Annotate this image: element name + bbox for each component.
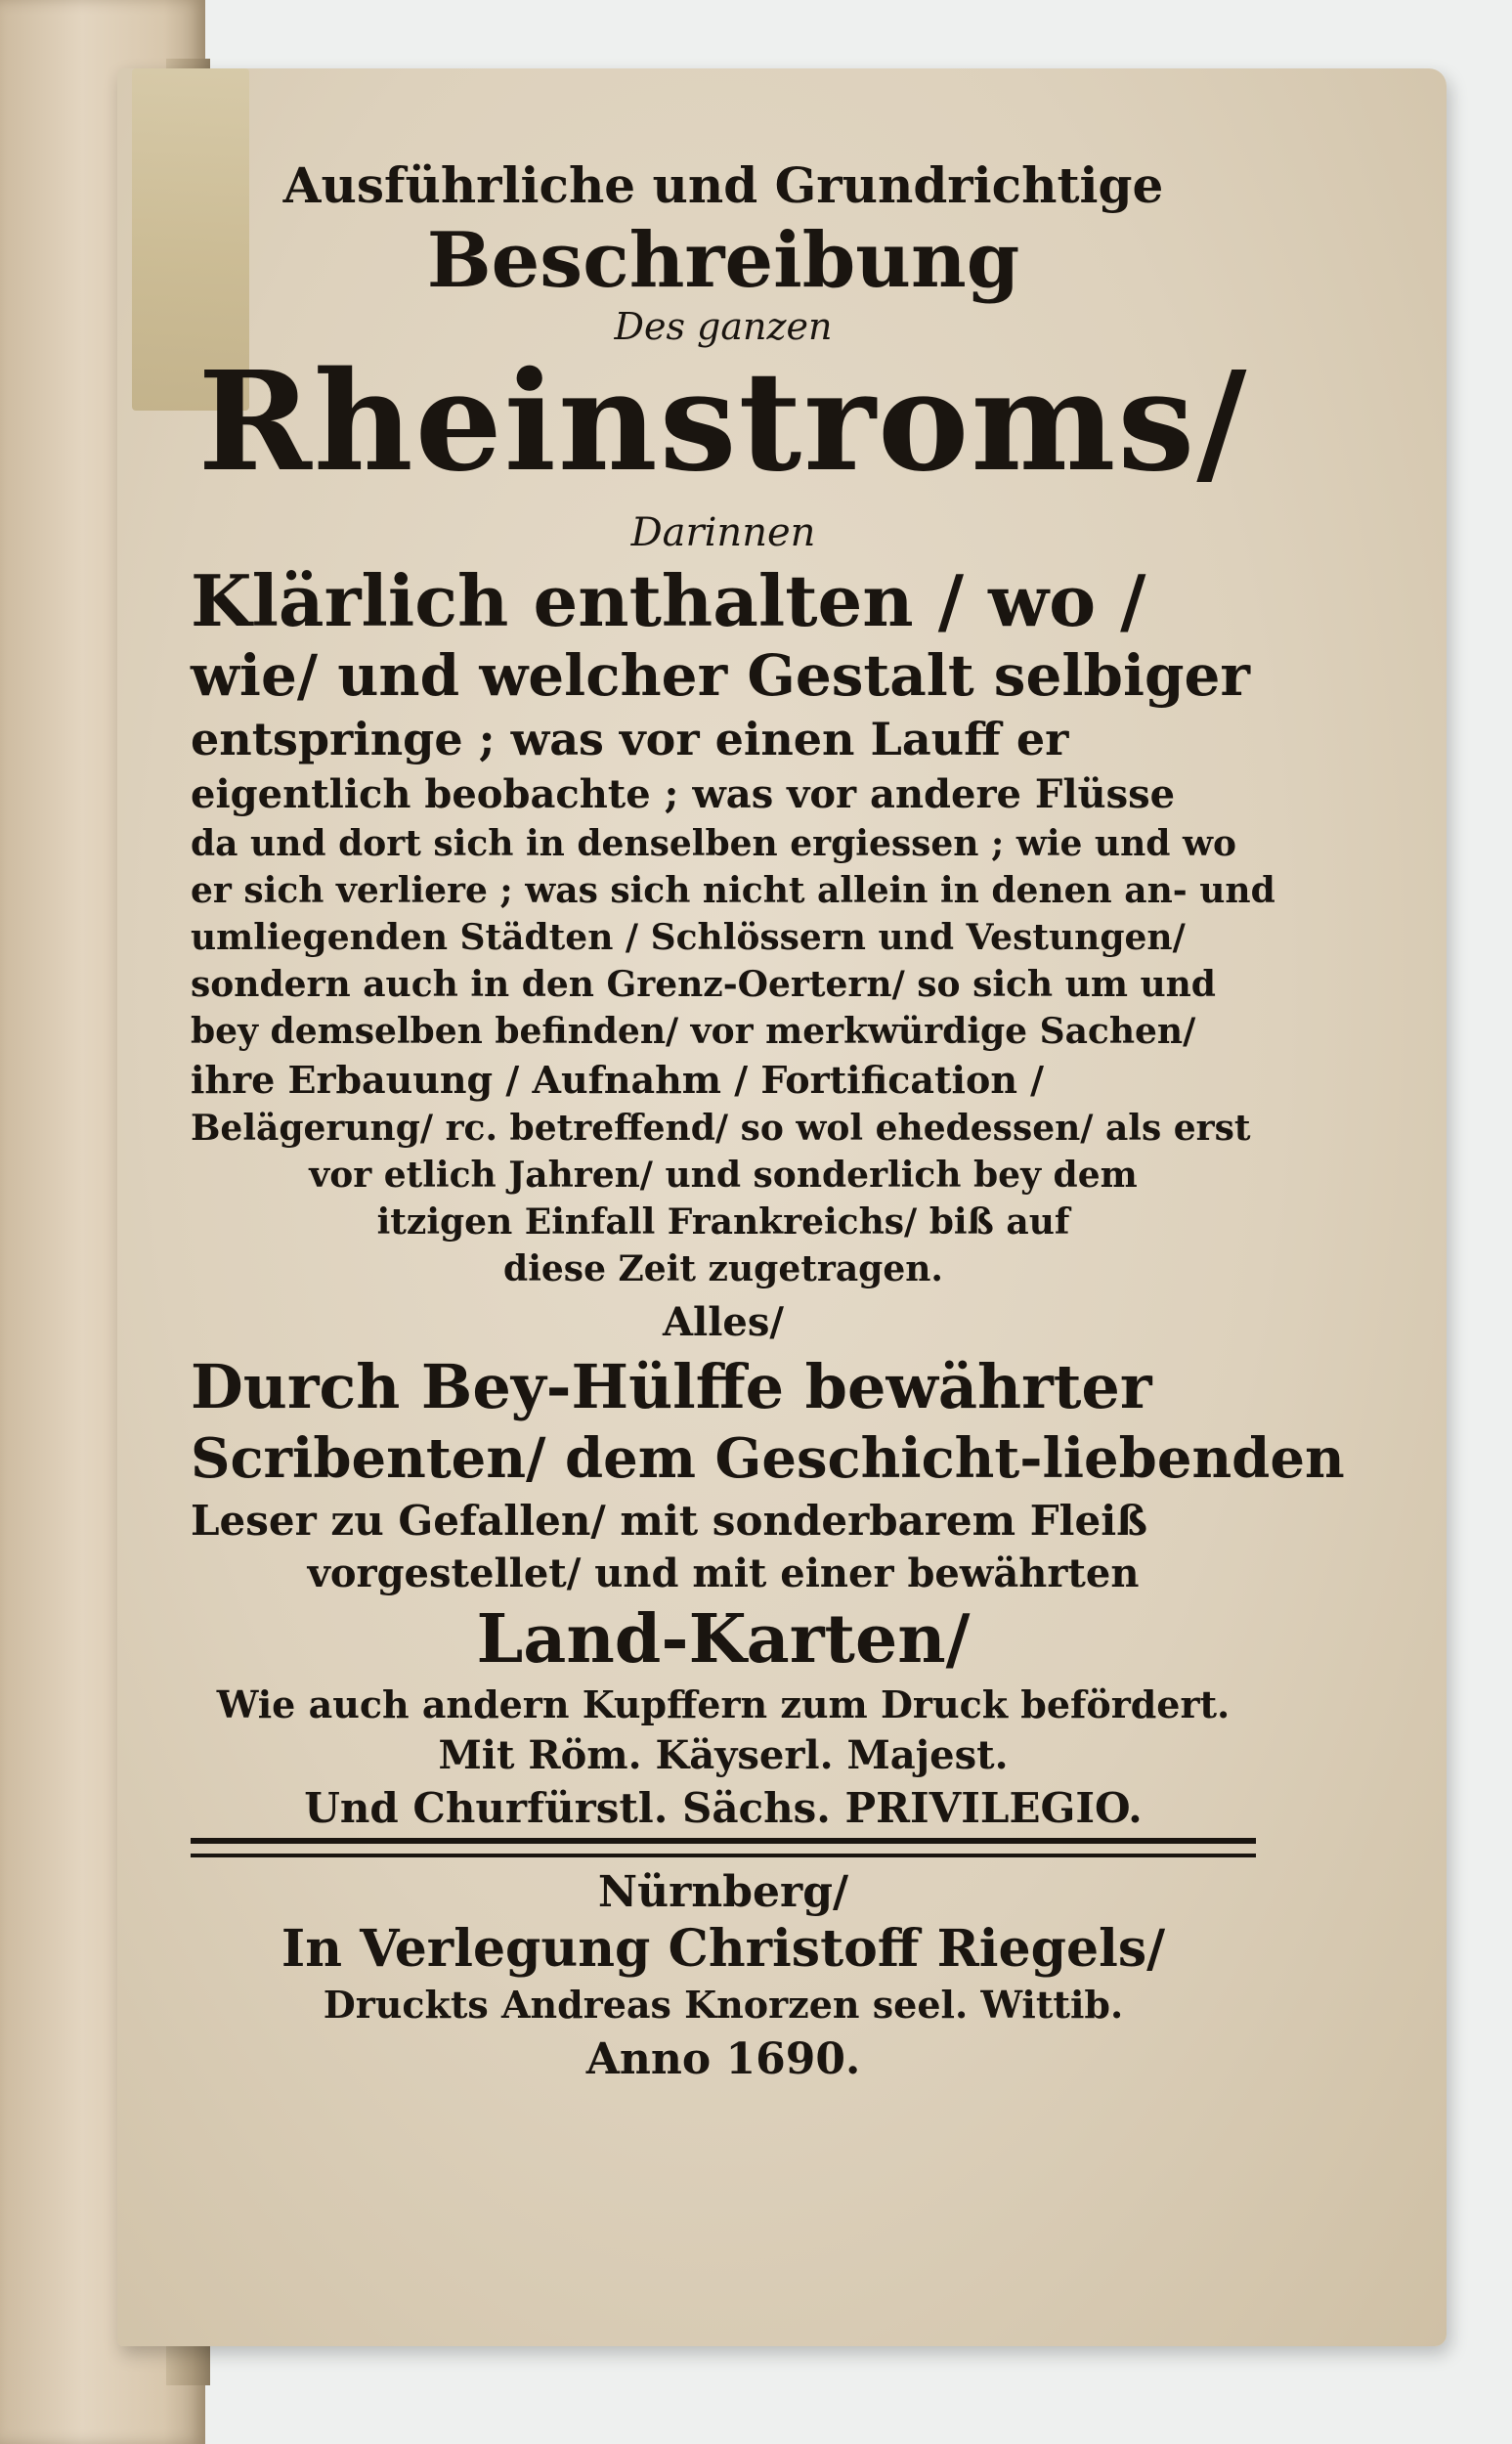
- kupffern-line: Wie auch andern Kupffern zum Druck befördert.: [216, 1682, 1231, 1726]
- lower-line-1: Durch Bey-Hülffe bewährter: [191, 1351, 1152, 1422]
- divider-rule: [191, 1838, 1256, 1844]
- title-line-2: Beschreibung: [426, 216, 1020, 305]
- imprint-publisher: In Verlegung Christoff Riegels/: [281, 1919, 1166, 1979]
- lower-line-4: vorgestellet/ und mit einer bewährten: [307, 1550, 1140, 1596]
- title-line-darinnen: Darinnen: [630, 510, 816, 555]
- body-line-8: sondern auch in den Grenz-Oertern/ so sich um und: [191, 964, 1216, 1005]
- body-line-5: da und dort sich in denselben ergiessen ; wie und wo: [191, 823, 1236, 864]
- alles-line: Alles/: [662, 1299, 784, 1345]
- landkarten-line: Land-Karten/: [476, 1600, 971, 1679]
- imprint-city: Nürnberg/: [597, 1867, 849, 1917]
- body-line-6: er sich verliere ; was sich nicht allein in denen an- und: [191, 870, 1275, 911]
- body-line-13: itzigen Einfall Frankreichs/ biß auf: [376, 1201, 1070, 1243]
- lower-line-2: Scribenten/ dem Geschicht-liebenden: [191, 1426, 1345, 1491]
- privilege-line-2: Und Churfürstl. Sächs. PRIVILEGIO.: [304, 1784, 1143, 1832]
- body-line-9: bey demselben befinden/ vor merkwürdige Sachen/: [191, 1011, 1196, 1052]
- title-line-1: Ausführliche und Grundrichtige: [282, 156, 1164, 214]
- privilege-line-1: Mit Röm. Käyserl. Majest.: [438, 1732, 1009, 1778]
- body-line-2: wie/ und welcher Gestalt selbiger: [191, 642, 1250, 709]
- imprint-printer: Druckts Andreas Knorzen seel. Wittib.: [323, 1983, 1124, 2027]
- title-line-3: Des ganzen: [614, 305, 833, 348]
- body-line-4: eigentlich beobachte ; was vor andere Flüsse: [191, 771, 1176, 817]
- body-line-3: entspringe ; was vor einen Lauff er: [191, 713, 1069, 765]
- body-line-14: diese Zeit zugetragen.: [503, 1248, 943, 1289]
- divider-rule-thin: [191, 1854, 1256, 1857]
- lower-line-3: Leser zu Gefallen/ mit sonderbarem Fleiß: [191, 1497, 1148, 1545]
- body-line-12: vor etlich Jahren/ und sonderlich bey dem: [309, 1155, 1138, 1196]
- title-page-text: [191, 137, 1345, 2084]
- body-line-7: umliegenden Städten / Schlössern und Vestungen/: [191, 917, 1186, 958]
- main-title: Rheinstroms/: [197, 342, 1249, 502]
- body-line-11: Belägerung/ rc. betreffend/ so wol ehedessen/ als erst: [191, 1108, 1251, 1149]
- body-line-1: Klärlich enthalten / wo /: [191, 559, 1146, 642]
- body-line-10: ihre Erbauung / Aufnahm / Fortification /: [191, 1058, 1045, 1102]
- imprint-year: Anno 1690.: [585, 2034, 861, 2084]
